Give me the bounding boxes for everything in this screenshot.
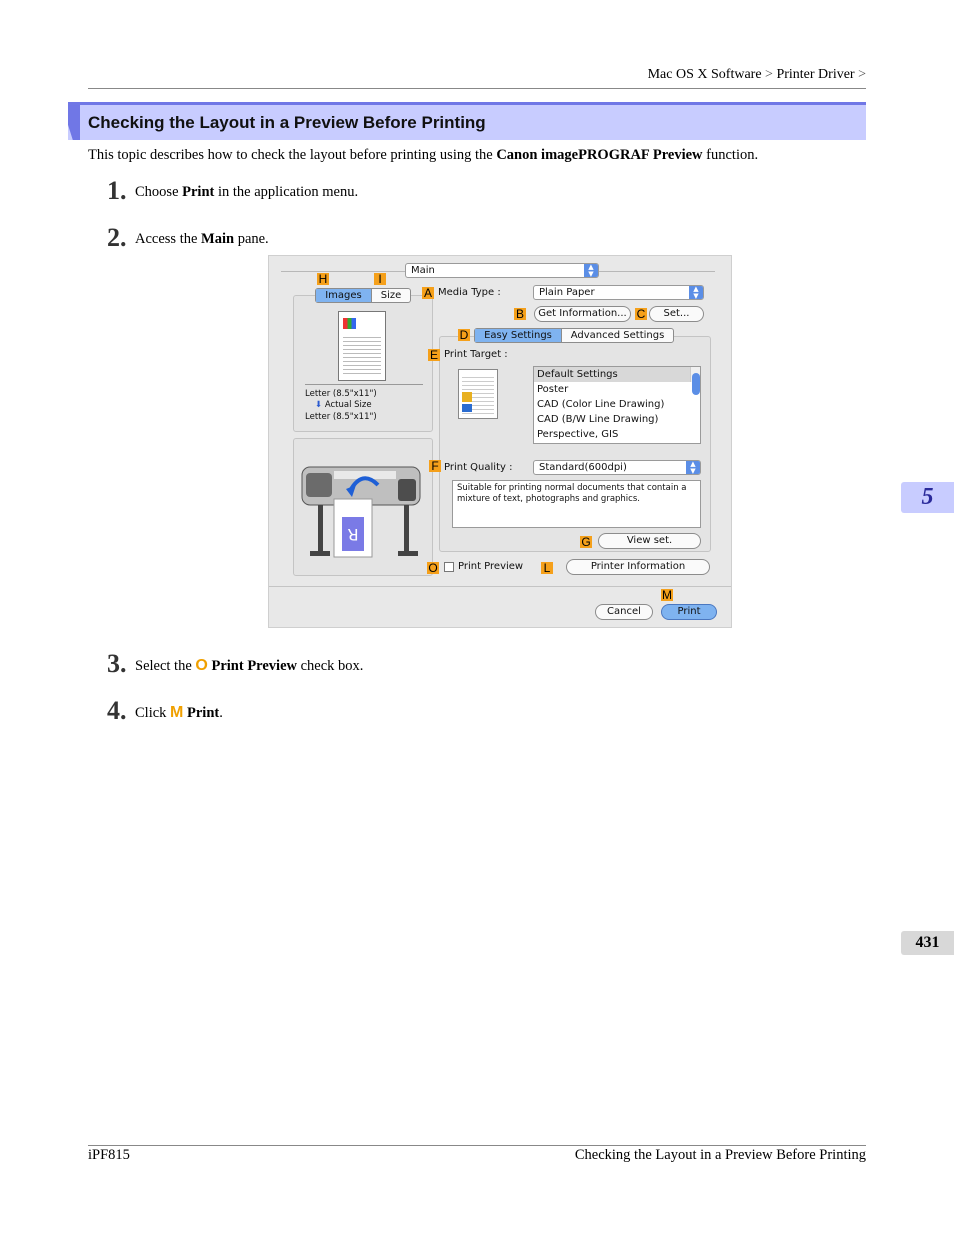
badge-i: I xyxy=(374,273,386,285)
print-preview-checkbox[interactable] xyxy=(444,562,454,572)
breadcrumb xyxy=(648,67,866,83)
badge-c: C xyxy=(636,307,646,321)
print-quality-label: Print Quality : xyxy=(444,462,513,473)
breadcrumb-separator: > xyxy=(765,67,773,82)
step-text: Choose Print in the application menu. xyxy=(135,184,359,200)
breadcrumb-separator: > xyxy=(858,67,866,82)
svg-text:R: R xyxy=(347,525,359,544)
list-scrollbar[interactable] xyxy=(690,367,700,382)
quality-description: Suitable for printing normal documents that contain a mixture of text, photographs and graphics. xyxy=(452,480,701,528)
page-number-tab: 431 xyxy=(901,931,954,955)
footer-model: iPF815 xyxy=(88,1147,130,1163)
footer-divider xyxy=(88,1145,866,1146)
footer-topic: Checking the Layout in a Preview Before Printing xyxy=(574,1147,866,1163)
list-item[interactable]: CAD (B/W Line Drawing) xyxy=(537,414,659,425)
badge-g: G xyxy=(581,535,591,549)
step-text: Access the Main pane. xyxy=(135,231,269,247)
select-arrows-icon: ▲ ▼ xyxy=(689,286,703,299)
get-information-button[interactable]: Get Information... xyxy=(534,306,631,322)
step-text: Select the O Print Preview check box. xyxy=(135,657,364,674)
badge-d: D xyxy=(459,328,469,342)
tab-size[interactable]: Size xyxy=(380,290,402,301)
print-target-label: Print Target : xyxy=(444,349,508,360)
print-target-thumbnail xyxy=(458,369,498,419)
badge-f: F xyxy=(429,460,441,472)
intro-text: This topic describes how to check the layout before printing using the xyxy=(88,147,497,163)
set-button[interactable]: Set... xyxy=(649,306,704,322)
breadcrumb-item-software[interactable]: Mac OS X Software xyxy=(647,67,762,82)
print-target-list[interactable] xyxy=(533,366,701,444)
select-arrows-icon: ▲ ▼ xyxy=(584,264,598,277)
badge-l: L xyxy=(541,562,553,574)
cancel-button[interactable]: Cancel xyxy=(595,604,653,620)
select-arrows-icon: ▲ ▼ xyxy=(686,461,700,474)
page-thumbnail xyxy=(338,311,386,381)
printer-illustration xyxy=(294,439,434,577)
print-dialog-screenshot xyxy=(268,255,732,628)
intro-product-name: Canon imagePROGRAF Preview xyxy=(496,147,703,163)
size-scaling: ⬇ Actual Size xyxy=(315,400,372,410)
size-original: Letter (8.5"x11") xyxy=(305,389,377,399)
print-quality-select[interactable]: Standard(600dpi) ▲ ▼ xyxy=(533,460,701,475)
settings-tabs xyxy=(474,328,674,343)
view-set-button[interactable]: View set. xyxy=(598,533,701,549)
thumbnail-text-lines xyxy=(343,334,381,376)
scrollbar-thumb[interactable] xyxy=(692,373,700,395)
chapter-tab[interactable]: 5 xyxy=(901,482,954,513)
preview-divider xyxy=(305,384,423,385)
badge-o: O xyxy=(428,561,438,575)
size-output: Letter (8.5"x11") xyxy=(305,412,377,422)
intro-text-end: function. xyxy=(702,147,759,163)
printer-illustration-panel xyxy=(293,438,433,576)
badge-h: H xyxy=(318,272,328,286)
step-number: 2. xyxy=(107,223,127,252)
badge-a: A xyxy=(423,286,432,300)
intro-paragraph xyxy=(88,147,758,164)
list-item[interactable]: Perspective, GIS xyxy=(537,429,619,440)
thumbnail-image-icon xyxy=(343,318,356,329)
tab-images[interactable]: Images xyxy=(316,289,372,302)
section-title-bar xyxy=(68,102,866,140)
header-divider xyxy=(88,88,866,89)
list-item[interactable]: CAD (Color Line Drawing) xyxy=(537,399,665,410)
list-item[interactable]: Poster xyxy=(537,384,569,395)
section-title: Checking the Layout in a Preview Before Printing xyxy=(88,113,486,132)
step-number: 4. xyxy=(107,696,127,725)
badge-e: E xyxy=(429,348,438,362)
dialog-bottom-divider xyxy=(269,586,731,587)
print-preview-label[interactable]: Print Preview xyxy=(458,561,524,572)
preview-tabs xyxy=(315,288,411,303)
step-number: 3. xyxy=(107,649,127,678)
step-number: 1. xyxy=(107,176,127,205)
media-type-select[interactable]: Plain Paper ▲ ▼ xyxy=(533,285,704,300)
callout-letter-m: M xyxy=(170,704,184,721)
breadcrumb-item-driver[interactable]: Printer Driver xyxy=(776,67,855,82)
badge-b: B xyxy=(515,307,524,321)
printer-information-button[interactable]: Printer Information xyxy=(566,559,710,575)
down-arrow-icon: ⬇ xyxy=(315,400,323,410)
tab-easy-settings[interactable]: Easy Settings xyxy=(475,329,562,342)
tab-advanced-settings[interactable]: Advanced Settings xyxy=(570,330,665,341)
callout-letter-o: O xyxy=(195,657,208,674)
pane-select[interactable]: Main ▲ ▼ xyxy=(405,263,599,278)
badge-m: M xyxy=(662,588,672,602)
media-type-label: Media Type : xyxy=(438,287,501,298)
step-text: Click M Print. xyxy=(135,704,223,721)
print-button[interactable]: Print xyxy=(661,604,717,620)
list-item[interactable]: Default Settings xyxy=(534,367,700,382)
